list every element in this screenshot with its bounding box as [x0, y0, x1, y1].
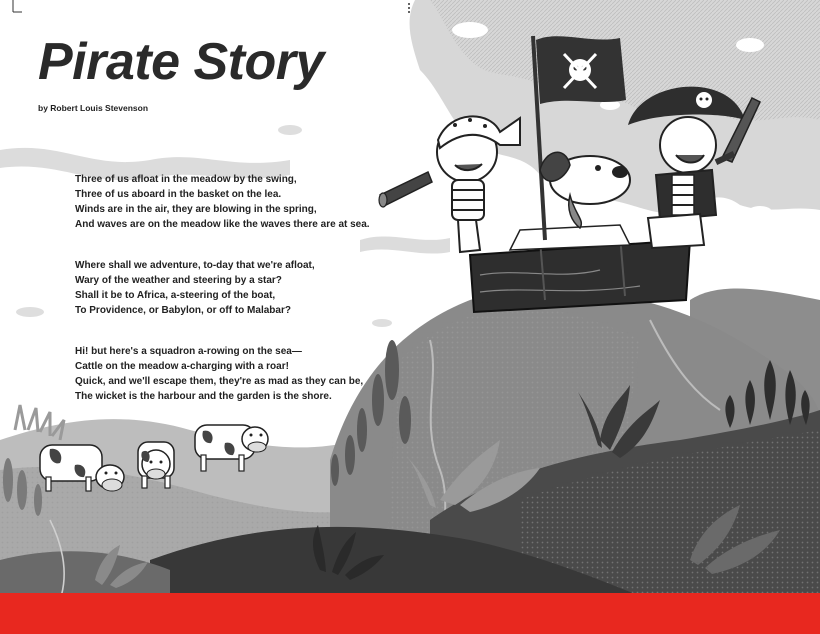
poem-line: Where shall we adventure, to-day that we're afloat,	[75, 260, 315, 271]
stanza-1	[75, 172, 375, 232]
crop-marks	[13, 0, 410, 13]
poem-line: The wicket is the harbour and the garden is the shore.	[75, 391, 332, 402]
page-title: Pirate Story	[38, 33, 324, 91]
kid-with-bandana	[437, 116, 520, 252]
spyglass-icon	[379, 172, 432, 207]
poem-line: To Providence, or Babylon, or off to Malabar?	[75, 305, 291, 316]
poem-line: Quick, and we'll escape them, they're as mad as they can be,	[75, 376, 364, 387]
poem-line: Hi! but here's a squadron a-rowing on the sea—	[75, 346, 302, 357]
poem-body	[75, 172, 375, 430]
dog	[540, 152, 630, 228]
stanza-3	[75, 344, 375, 404]
bottom-color-bar	[0, 593, 820, 634]
poem-line: Wary of the weather and steering by a star?	[75, 275, 282, 286]
poem-line: Winds are in the air, they are blowing in the spring,	[75, 204, 317, 215]
poem-line: And waves are on the meadow like the waves there are at sea.	[75, 219, 370, 230]
author-byline: by Robert Louis Stevenson	[38, 103, 149, 113]
stanza-2	[75, 258, 375, 318]
poem-line: Cattle on the meadow a-charging with a roar!	[75, 361, 289, 372]
poem-line: Shall it be to Africa, a-steering of the boat,	[75, 290, 276, 301]
poem-line: Three of us afloat in the meadow by the swing,	[75, 174, 297, 185]
poem-line: Three of us aboard in the basket on the lea.	[75, 189, 282, 200]
